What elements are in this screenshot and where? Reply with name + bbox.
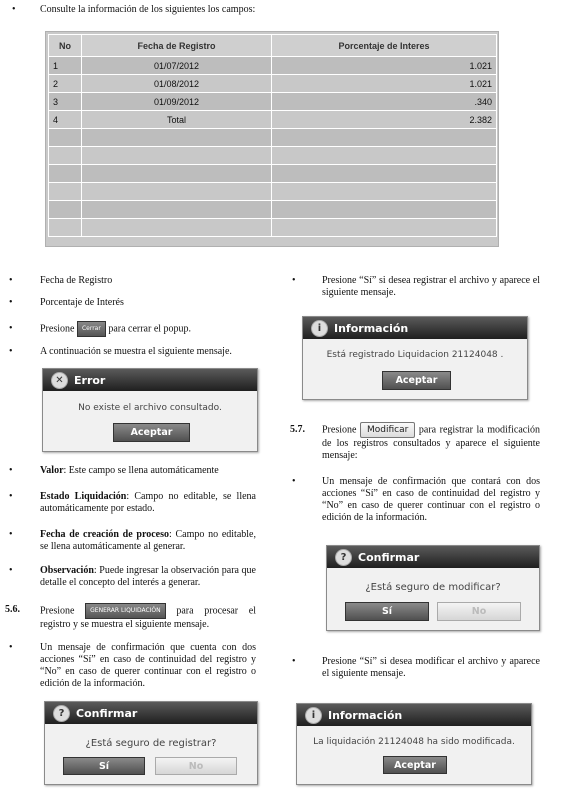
dialog-message: La liquidación 21124048 ha sido modificada.	[313, 737, 515, 747]
confirm-desc-right: Un mensaje de confirmación que contará con dos acciones “Sí” en caso de continuidad del registro y “No” en caso de querer continuar con el registro o edición de la información.	[322, 476, 540, 523]
cell-no: 4	[49, 111, 82, 129]
bullet: •	[292, 656, 296, 667]
cell-fecha: 01/07/2012	[82, 57, 272, 75]
no-button[interactable]: No	[437, 602, 521, 621]
presione-text: Presione	[40, 605, 75, 617]
presione-text: Presione	[322, 424, 357, 436]
section-5-6-desc: para procesar el registro y se muestra el siguiente mensaje.	[40, 605, 257, 630]
empty-row	[49, 147, 497, 165]
empty-row	[49, 201, 497, 219]
dialog-header	[303, 317, 527, 339]
dialog-title: Confirmar	[358, 550, 420, 564]
estado-text: : Campo no editable, se llena automáticamente por estado.	[40, 491, 256, 514]
confirm-dialog-modificar	[326, 545, 540, 631]
estado-label: Estado Liquidación	[40, 491, 127, 502]
modificar-button[interactable]: Modificar	[360, 422, 415, 438]
table-row[interactable]	[49, 75, 497, 93]
cell-no: 1	[49, 57, 82, 75]
dialog-title: Información	[334, 321, 409, 335]
dialog-header	[43, 369, 257, 391]
valor-label: Valor	[40, 465, 64, 476]
observacion-item	[40, 565, 256, 589]
aceptar-button[interactable]: Aceptar	[383, 756, 447, 774]
bullet: •	[12, 4, 16, 15]
cell-porcentaje: 1.021	[272, 57, 497, 75]
info-dialog-modificada	[296, 703, 532, 785]
item-fecha: Fecha de Registro	[40, 275, 113, 286]
dialog-message: Está registrado Liquidacion 21124048 .	[326, 350, 504, 360]
dialog-header	[45, 702, 257, 724]
cell-fecha: Total	[82, 111, 272, 129]
aceptar-button[interactable]: Aceptar	[113, 423, 190, 442]
bullet: •	[9, 565, 13, 576]
cell-porcentaje: 2.382	[272, 111, 497, 129]
cell-no: 3	[49, 93, 82, 111]
cell-fecha: 01/09/2012	[82, 93, 272, 111]
error-dialog	[42, 368, 258, 452]
section-5-7-number: 5.7.	[290, 424, 305, 435]
empty-row	[49, 219, 497, 237]
question-icon: ?	[53, 705, 70, 722]
section-5-6-text	[40, 603, 256, 631]
dialog-header	[297, 704, 531, 726]
mensaje-text: A continuación se muestra el siguiente mensaje.	[40, 346, 232, 357]
bullet: •	[9, 323, 13, 334]
cell-porcentaje: .340	[272, 93, 497, 111]
bullet: •	[9, 642, 13, 653]
estado-item	[40, 491, 256, 515]
bullet: •	[9, 275, 13, 286]
section-5-7-text	[322, 422, 540, 462]
dialog-title: Error	[74, 373, 106, 387]
header-porcentaje[interactable]: Porcentaje de Interes	[272, 35, 497, 57]
no-button[interactable]: No	[155, 757, 237, 775]
bullet: •	[9, 297, 13, 308]
cerrar-desc: para cerrar el popup.	[108, 323, 192, 335]
dialog-title: Información	[328, 708, 403, 722]
bullet: •	[292, 275, 296, 286]
valor-item	[40, 465, 256, 477]
dialog-message: ¿Está seguro de registrar?	[85, 738, 217, 749]
empty-row	[49, 183, 497, 201]
intro-text: Consulte la información de los siguientes los campos:	[40, 4, 256, 15]
question-icon: ?	[335, 549, 352, 566]
item-porcentaje: Porcentaje de Interés	[40, 297, 124, 308]
section-5-6-number: 5.6.	[5, 604, 20, 615]
results-table	[45, 31, 499, 247]
bullet: •	[9, 346, 13, 357]
table-row[interactable]	[49, 57, 497, 75]
header-no[interactable]: No	[49, 35, 82, 57]
section-5-7-desc: para registrar la modificación de los registros consultados y aparece el siguiente mensaje:	[322, 424, 541, 461]
fecha-proceso-label: Fecha de creación de proceso	[40, 529, 169, 540]
si-button[interactable]: Sí	[345, 602, 429, 621]
si-registrar-text: Presione “Sí” si desea registrar el archivo y aparece el siguiente mensaje.	[322, 275, 540, 298]
empty-row	[49, 165, 497, 183]
observacion-text: : Puede ingresar la observación para que detalle el concepto del interés a generar.	[40, 565, 256, 588]
info-dialog-registrado	[302, 316, 528, 400]
cell-porcentaje: 1.021	[272, 75, 497, 93]
si-button[interactable]: Sí	[63, 757, 145, 775]
info-icon: i	[305, 707, 322, 724]
si-modificar-text: Presione “Sí” si desea modificar el archivo y aparece el siguiente mensaje.	[322, 656, 540, 679]
presione-text: Presione	[40, 323, 75, 335]
table-row[interactable]	[49, 111, 497, 129]
cerrar-line	[40, 321, 191, 337]
fecha-proceso-text: : Campo no editable, se llena automáticamente al generar.	[40, 529, 256, 552]
observacion-label: Observación	[40, 565, 94, 576]
empty-row	[49, 129, 497, 147]
table-row[interactable]	[49, 93, 497, 111]
aceptar-button[interactable]: Aceptar	[382, 371, 451, 390]
fecha-proceso-item	[40, 529, 256, 553]
bullet: •	[9, 491, 13, 502]
bullet: •	[9, 529, 13, 540]
cell-fecha: 01/08/2012	[82, 75, 272, 93]
generar-liquidacion-button[interactable]: GENERAR LIQUIDACIÓN	[85, 603, 166, 619]
header-fecha[interactable]: Fecha de Registro	[82, 35, 272, 57]
dialog-message: No existe el archivo consultado.	[78, 403, 222, 413]
cell-no: 2	[49, 75, 82, 93]
dialog-header	[327, 546, 539, 568]
confirm-desc-left: Un mensaje de confirmación que cuenta con dos acciones “Sí” en caso de continuidad del registro y “No” en caso de querer continuar con el registro o edición de la información.	[40, 642, 256, 689]
dialog-title: Confirmar	[76, 706, 138, 720]
bullet: •	[292, 476, 296, 487]
confirm-dialog-registrar	[44, 701, 258, 785]
bullet: •	[9, 465, 13, 476]
dialog-message: ¿Está seguro de modificar?	[365, 582, 501, 593]
valor-text: : Este campo se llena automáticamente	[63, 465, 219, 476]
cerrar-button[interactable]: Cerrar	[77, 321, 106, 337]
error-icon: ✕	[51, 372, 68, 389]
table-grid	[48, 34, 497, 237]
info-icon: i	[311, 320, 328, 337]
